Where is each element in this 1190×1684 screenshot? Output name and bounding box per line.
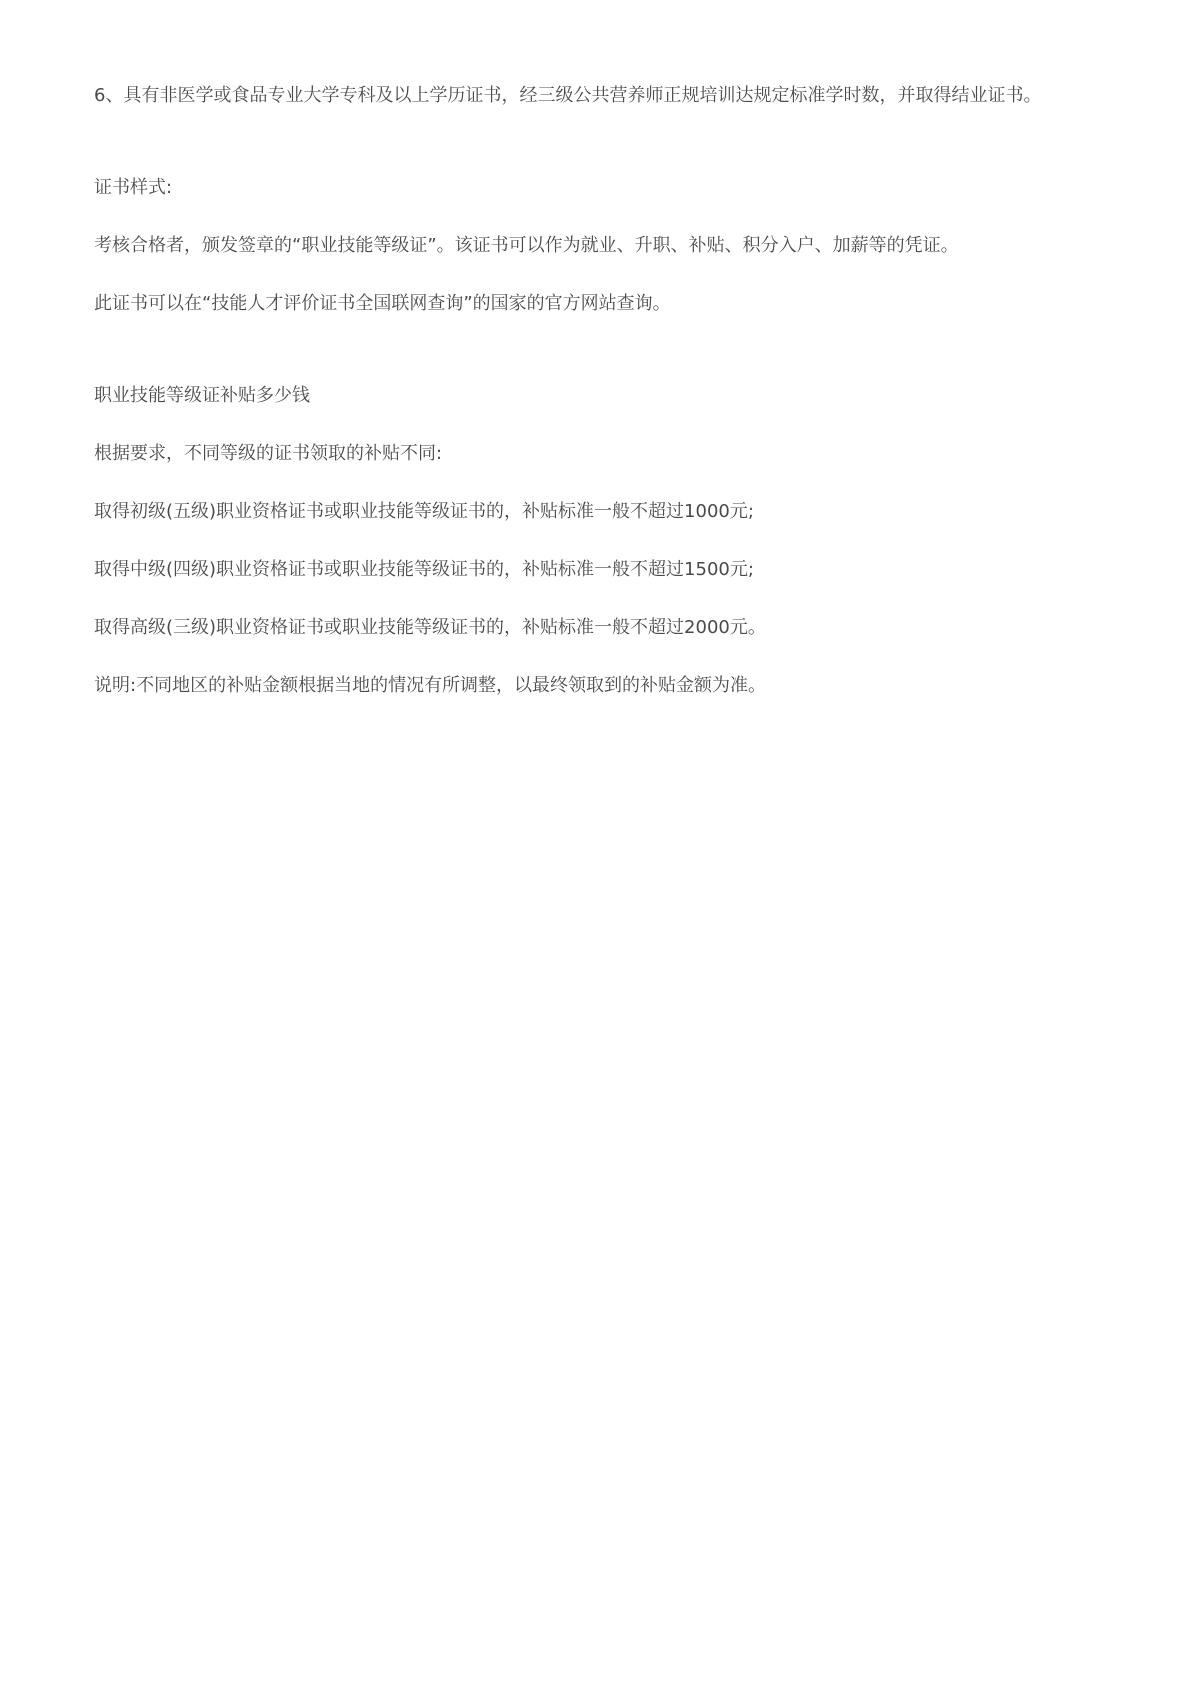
paragraph-certificate-query: 此证书可以在“技能人才评价证书全国联网查询”的国家的官方网站查询。 bbox=[94, 293, 671, 314]
paragraph-subsidy-intro: 根据要求，不同等级的证书领取的补贴不同: bbox=[94, 443, 443, 464]
paragraph-requirement-6: 6、具有非医学或食品专业大学专科及以上学历证书，经三级公共营养师正规培训达规定标准学时数，并取得结业证书。 bbox=[94, 85, 1042, 106]
document-page bbox=[94, 82, 1090, 700]
paragraph-subsidy-heading: 职业技能等级证补贴多少钱 bbox=[94, 385, 310, 406]
paragraph-subsidy-level-5: 取得初级(五级)职业资格证书或职业技能等级证书的，补贴标准一般不超过1000元; bbox=[94, 501, 754, 522]
paragraph-subsidy-level-3: 取得高级(三级)职业资格证书或职业技能等级证书的，补贴标准一般不超过2000元。 bbox=[94, 617, 766, 638]
paragraph-subsidy-note: 说明:不同地区的补贴金额根据当地的情况有所调整，以最终领取到的补贴金额为准。 bbox=[94, 675, 767, 696]
paragraph-certificate-description: 考核合格者，颁发签章的“职业技能等级证”。该证书可以作为就业、升职、补贴、积分入户、加薪等的凭证。 bbox=[94, 235, 959, 256]
paragraph-certificate-style-heading: 证书样式: bbox=[94, 177, 173, 198]
paragraph-subsidy-level-4: 取得中级(四级)职业资格证书或职业技能等级证书的，补贴标准一般不超过1500元; bbox=[94, 559, 754, 580]
